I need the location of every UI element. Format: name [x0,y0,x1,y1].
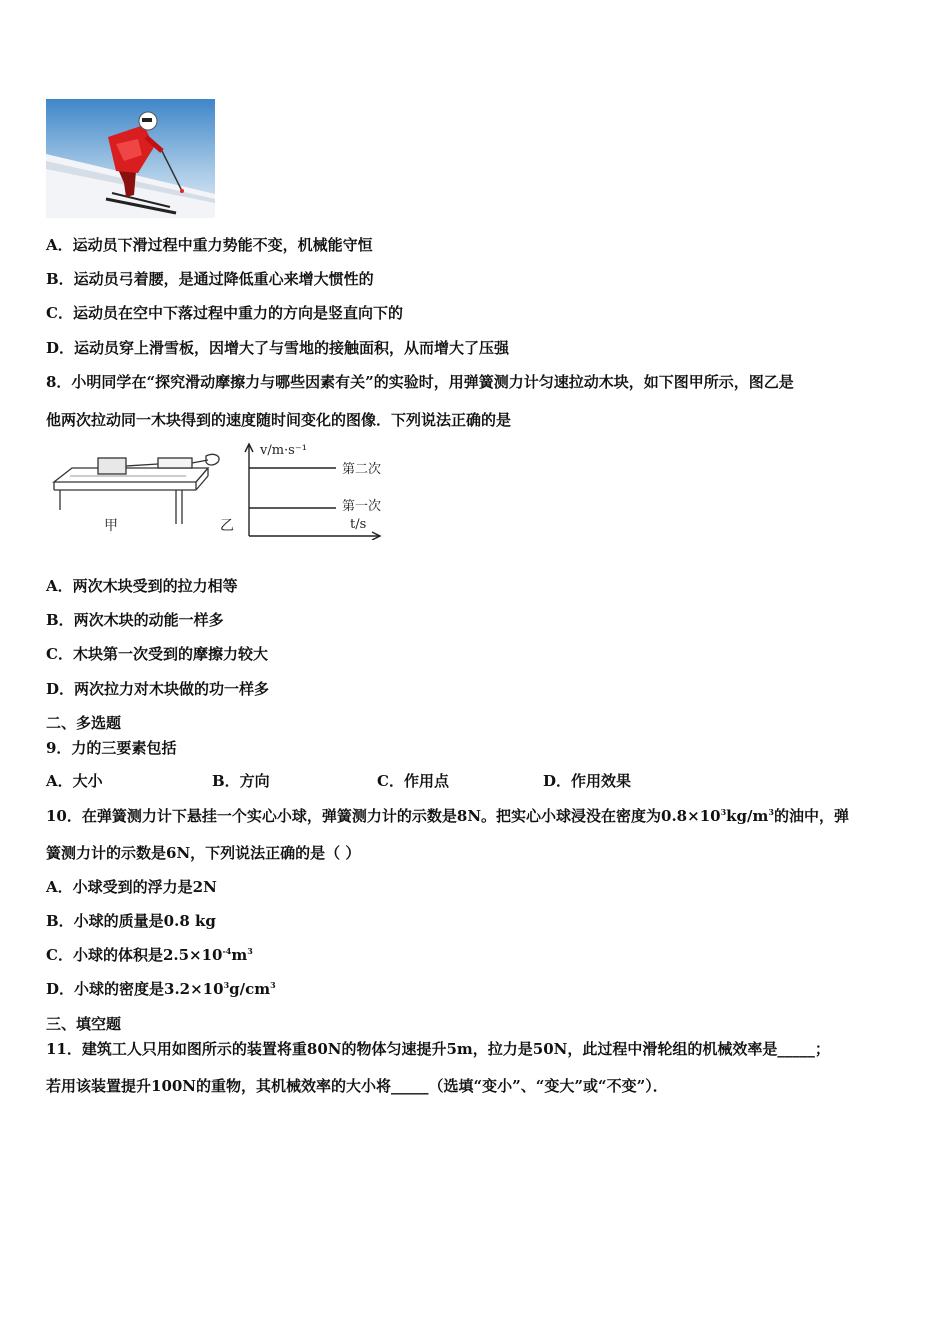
label-jia: 甲 [104,518,118,534]
series-first-label: 第一次 [342,499,382,514]
q10-optc-sup1: -4 [222,946,232,956]
section-3-title: 三、填空题 [46,1015,122,1033]
q8-option-a: A．两次木块受到的拉力相等 [46,577,238,595]
q10-stem-line1 [46,806,849,826]
q7-option-b: B．运动员弓着腰，是通过降低重心来增大惯性的 [46,270,374,288]
q9-option-c: C．作用点 [377,772,449,790]
q10-stem-sup1: 3 [720,807,727,817]
q10-optd-sup2: 3 [270,980,276,990]
q8-option-c: C．木块第一次受到的摩擦力较大 [46,645,268,663]
section-2-title: 二、多选题 [46,714,122,732]
q9-option-b: B．方向 [212,772,270,790]
apparatus-drawing [54,454,219,524]
q10-option-b: B．小球的质量是0.8 kg [46,912,216,930]
q11-line2: 若用该装置提升100N的重物，其机械效率的大小将_____（选填“变小”、“变大”或“不变”）． [46,1077,668,1095]
q8-figure [46,440,396,540]
q7-option-a: A．运动员下滑过程中重力势能不变，机械能守恒 [46,236,373,254]
series-second-label: 第二次 [342,462,382,477]
label-yi: 乙 [220,518,234,534]
q9-option-a: A．大小 [46,772,103,790]
q10-optc-b: m [231,946,248,964]
q10-option-d [46,979,276,999]
q8-stem-line2: 他两次拉动同一木块得到的速度随时间变化的图像．下列说法正确的是 [46,411,512,429]
q10-stem-sup2: 3 [768,807,774,817]
q10-stem-line2: 簧测力计的示数是6N，下列说法正确的是（ ） [46,844,361,862]
q10-optd-sup1: 3 [223,980,230,990]
q10-stem-c: 的油中，弹 [773,807,849,825]
q9-stem: 9．力的三要素包括 [46,739,177,757]
q7-option-c: C．运动员在空中下落过程中重力的方向是竖直向下的 [46,304,403,322]
q11-line1: 11．建筑工人只用如图所示的装置将重80N的物体匀速提升5m，拉力是50N，此过程中滑轮组的机械效率是_____； [46,1040,830,1058]
q10-stem-b: kg/m [726,807,769,825]
q8-option-d: D．两次拉力对木块做的功一样多 [46,680,270,698]
x-axis-label: t/s [350,517,367,532]
q7-option-d: D．运动员穿上滑雪板，因增大了与雪地的接触面积，从而增大了压强 [46,339,510,357]
q8-option-b: B．两次木块的动能一样多 [46,611,224,629]
q10-optd-b: g/cm [229,980,271,998]
q10-optc-a: C．小球的体积是2.5×10 [46,946,223,964]
q10-stem-a: 10．在弹簧测力计下悬挂一个实心小球，弹簧测力计的示数是8N。把实心小球浸没在密度为0.8×10 [46,807,721,825]
y-axis-label: v/m·s⁻¹ [260,443,307,458]
q10-optd-a: D．小球的密度是3.2×10 [46,980,224,998]
q9-option-d: D．作用效果 [543,772,632,790]
skier-photo [46,99,215,218]
q10-option-c [46,945,253,965]
q10-optc-sup2: 3 [247,946,253,956]
q8-stem-line1: 8．小明同学在“探究滑动摩擦力与哪些因素有关”的实验时，用弹簧测力计匀速拉动木块，如下图甲所示，图乙是 [46,373,794,391]
q10-option-a: A．小球受到的浮力是2N [46,878,217,896]
